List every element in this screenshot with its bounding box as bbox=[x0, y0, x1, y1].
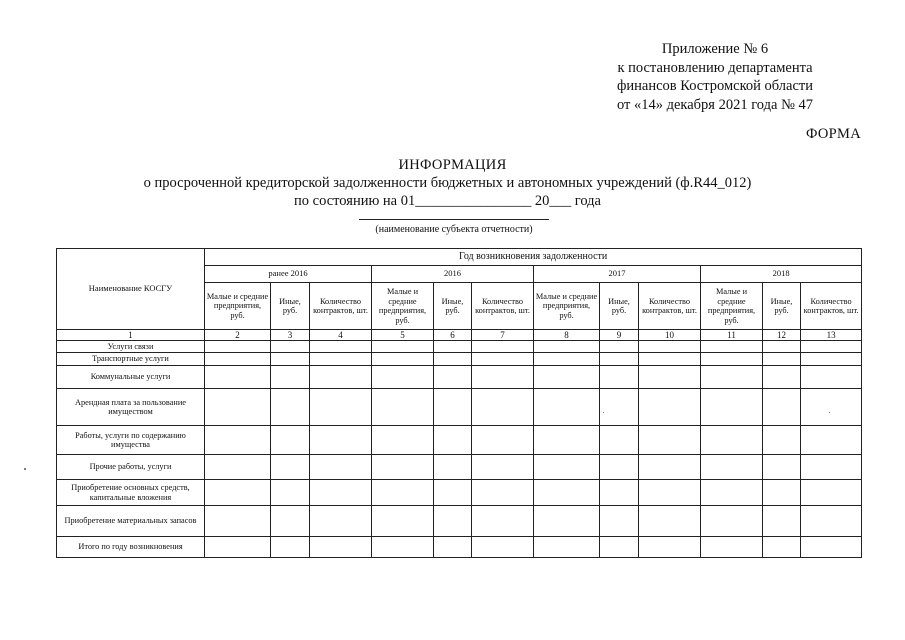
data-cell[interactable] bbox=[701, 455, 763, 480]
col-header-small-business: Малые и средние предприятия, руб. bbox=[205, 283, 271, 330]
data-cell[interactable] bbox=[763, 455, 801, 480]
data-cell[interactable] bbox=[472, 480, 534, 506]
data-cell[interactable] bbox=[472, 537, 534, 558]
data-cell[interactable] bbox=[271, 426, 310, 455]
data-cell[interactable] bbox=[271, 353, 310, 366]
data-cell[interactable] bbox=[310, 341, 372, 353]
data-cell[interactable] bbox=[801, 389, 862, 426]
col-number: 10 bbox=[639, 330, 701, 341]
col-number: 8 bbox=[534, 330, 600, 341]
data-cell[interactable] bbox=[271, 366, 310, 389]
data-cell[interactable] bbox=[763, 389, 801, 426]
subject-caption: (наименование субъекта отчетности) bbox=[375, 224, 533, 235]
data-cell[interactable] bbox=[271, 506, 310, 537]
data-cell[interactable] bbox=[701, 389, 763, 426]
data-cell[interactable] bbox=[534, 480, 600, 506]
table-row bbox=[57, 480, 862, 506]
data-cell[interactable] bbox=[434, 506, 472, 537]
data-cell[interactable] bbox=[372, 537, 434, 558]
data-cell[interactable] bbox=[372, 366, 434, 389]
row-label: Приобретение материальных запасов bbox=[57, 506, 205, 537]
data-cell[interactable] bbox=[271, 537, 310, 558]
table-row bbox=[57, 341, 862, 353]
data-cell[interactable] bbox=[534, 537, 600, 558]
data-cell[interactable] bbox=[701, 366, 763, 389]
data-cell[interactable] bbox=[801, 366, 862, 389]
data-cell[interactable] bbox=[801, 341, 862, 353]
data-cell[interactable] bbox=[472, 389, 534, 426]
kosgu-header: Наименование КОСГУ bbox=[57, 249, 205, 330]
data-cell[interactable] bbox=[310, 389, 372, 426]
table-row bbox=[57, 366, 862, 389]
data-cell[interactable] bbox=[600, 506, 639, 537]
row-label: Итого по году возникновения bbox=[57, 537, 205, 558]
appendix-line: финансов Костромской области bbox=[616, 78, 814, 94]
data-cell[interactable] bbox=[701, 353, 763, 366]
data-cell[interactable] bbox=[310, 426, 372, 455]
title-line: по состоянию на 01________________ 20___ года bbox=[294, 193, 601, 209]
col-number: 4 bbox=[310, 330, 372, 341]
data-cell[interactable] bbox=[639, 506, 701, 537]
table-row bbox=[57, 426, 862, 455]
row-label: Арендная плата за пользование имуществом bbox=[57, 389, 205, 426]
data-cell[interactable] bbox=[472, 366, 534, 389]
table-row bbox=[57, 506, 862, 537]
table-row bbox=[57, 455, 862, 480]
appendix-line: к постановлению департамента bbox=[617, 59, 813, 76]
data-cell[interactable] bbox=[205, 366, 271, 389]
data-cell[interactable] bbox=[205, 506, 271, 537]
col-header-small-business: Малые и средние предприятия, руб. bbox=[372, 283, 434, 330]
col-header-contract-count: Количество контрактов, шт. bbox=[801, 283, 862, 330]
title-line: о просроченной кредиторской задолженности бюджетных и автономных учреждений (ф.R44_012) bbox=[143, 175, 752, 191]
form-label: ФОРМА bbox=[805, 126, 861, 142]
data-cell[interactable] bbox=[639, 480, 701, 506]
row-label: Прочие работы, услуги bbox=[57, 455, 205, 480]
data-cell[interactable] bbox=[372, 455, 434, 480]
data-cell[interactable] bbox=[434, 426, 472, 455]
data-cell[interactable] bbox=[763, 426, 801, 455]
col-header-other: Иные, руб. bbox=[434, 283, 472, 330]
data-cell[interactable] bbox=[639, 366, 701, 389]
data-cell[interactable] bbox=[639, 426, 701, 455]
col-number: 2 bbox=[205, 330, 271, 341]
data-cell[interactable] bbox=[639, 455, 701, 480]
col-number: 12 bbox=[763, 330, 801, 341]
data-cell[interactable] bbox=[372, 480, 434, 506]
data-cell[interactable] bbox=[763, 506, 801, 537]
data-cell[interactable] bbox=[600, 480, 639, 506]
data-cell[interactable] bbox=[434, 480, 472, 506]
data-cell[interactable] bbox=[801, 426, 862, 455]
data-cell[interactable] bbox=[310, 455, 372, 480]
col-number: 9 bbox=[600, 330, 639, 341]
col-header-small-business: Малые и средние предприятия, руб. bbox=[534, 283, 600, 330]
data-cell[interactable] bbox=[534, 353, 600, 366]
data-cell[interactable] bbox=[472, 353, 534, 366]
data-cell[interactable] bbox=[639, 341, 701, 353]
table-row bbox=[57, 389, 862, 426]
col-number: 1 bbox=[57, 330, 205, 341]
data-cell[interactable] bbox=[801, 353, 862, 366]
col-header-small-business: Малые и средние предприятия, руб. bbox=[701, 283, 763, 330]
col-header-other: Иные, руб. bbox=[271, 283, 310, 330]
data-cell[interactable] bbox=[472, 455, 534, 480]
data-cell[interactable] bbox=[763, 480, 801, 506]
data-cell[interactable] bbox=[600, 426, 639, 455]
data-cell[interactable] bbox=[763, 537, 801, 558]
col-number: 7 bbox=[472, 330, 534, 341]
data-cell[interactable] bbox=[271, 341, 310, 353]
data-cell[interactable] bbox=[372, 426, 434, 455]
data-cell[interactable] bbox=[639, 537, 701, 558]
table-row bbox=[57, 353, 862, 366]
debt-table bbox=[56, 248, 862, 558]
data-cell[interactable] bbox=[271, 389, 310, 426]
col-header-contract-count: Количество контрактов, шт. bbox=[472, 283, 534, 330]
year-group-header: 2018 bbox=[701, 266, 862, 283]
appendix-line: от «14» декабря 2021 года № 47 bbox=[616, 96, 814, 113]
data-cell[interactable] bbox=[763, 353, 801, 366]
data-cell[interactable] bbox=[763, 366, 801, 389]
col-header-contract-count: Количество контрактов, шт. bbox=[310, 283, 372, 330]
data-cell[interactable] bbox=[801, 480, 862, 506]
row-label: Приобретение основных средств, капитальные вложения bbox=[57, 480, 205, 506]
row-label: Работы, услуги по содержанию имущества bbox=[57, 426, 205, 455]
data-cell[interactable] bbox=[600, 341, 639, 353]
data-cell[interactable] bbox=[639, 389, 701, 426]
data-cell[interactable] bbox=[372, 506, 434, 537]
col-number: 6 bbox=[434, 330, 472, 341]
data-cell[interactable] bbox=[310, 366, 372, 389]
col-header-other: Иные, руб. bbox=[763, 283, 801, 330]
data-cell[interactable] bbox=[600, 353, 639, 366]
data-cell[interactable] bbox=[434, 366, 472, 389]
data-cell[interactable] bbox=[534, 341, 600, 353]
appendix-line: Приложение № 6 bbox=[661, 41, 769, 57]
row-label: Коммунальные услуги bbox=[57, 366, 205, 389]
row-label: Транспортные услуги bbox=[57, 353, 205, 366]
data-cell[interactable] bbox=[205, 455, 271, 480]
data-cell[interactable] bbox=[534, 389, 600, 426]
data-cell[interactable] bbox=[701, 480, 763, 506]
subject-name-line bbox=[359, 219, 549, 220]
table-row bbox=[57, 537, 862, 558]
data-cell[interactable] bbox=[205, 426, 271, 455]
data-cell[interactable] bbox=[310, 480, 372, 506]
appendix-block bbox=[600, 40, 830, 114]
data-cell[interactable] bbox=[472, 341, 534, 353]
row-label: Услуги связи bbox=[57, 341, 205, 353]
data-cell[interactable] bbox=[205, 341, 271, 353]
data-cell[interactable] bbox=[701, 341, 763, 353]
data-cell[interactable] bbox=[372, 353, 434, 366]
year-header: Год возникновения задолженности bbox=[205, 249, 862, 266]
data-cell[interactable] bbox=[600, 366, 639, 389]
data-cell[interactable] bbox=[472, 426, 534, 455]
data-cell[interactable] bbox=[801, 537, 862, 558]
data-cell[interactable] bbox=[271, 480, 310, 506]
data-cell[interactable] bbox=[472, 506, 534, 537]
data-cell[interactable] bbox=[310, 537, 372, 558]
data-cell[interactable] bbox=[600, 537, 639, 558]
data-cell[interactable] bbox=[600, 455, 639, 480]
col-number: 11 bbox=[701, 330, 763, 341]
data-cell[interactable] bbox=[205, 480, 271, 506]
col-number: 3 bbox=[271, 330, 310, 341]
col-number: 13 bbox=[801, 330, 862, 341]
data-cell[interactable] bbox=[534, 366, 600, 389]
data-cell[interactable] bbox=[205, 389, 271, 426]
year-group-header: ранее 2016 bbox=[205, 266, 372, 283]
data-cell[interactable] bbox=[534, 455, 600, 480]
data-cell[interactable] bbox=[701, 426, 763, 455]
title-line: ИНФОРМАЦИЯ bbox=[398, 157, 507, 173]
col-header-contract-count: Количество контрактов, шт. bbox=[639, 283, 701, 330]
data-cell[interactable] bbox=[639, 353, 701, 366]
data-cell[interactable] bbox=[801, 455, 862, 480]
data-cell[interactable] bbox=[801, 506, 862, 537]
data-cell[interactable] bbox=[701, 506, 763, 537]
data-cell[interactable] bbox=[434, 341, 472, 353]
document-title bbox=[0, 156, 905, 210]
year-group-header: 2017 bbox=[534, 266, 701, 283]
data-cell[interactable] bbox=[205, 537, 271, 558]
data-cell[interactable] bbox=[534, 506, 600, 537]
data-cell[interactable] bbox=[310, 506, 372, 537]
data-cell[interactable] bbox=[372, 341, 434, 353]
data-cell[interactable] bbox=[434, 353, 472, 366]
data-cell[interactable] bbox=[372, 389, 434, 426]
col-number: 5 bbox=[372, 330, 434, 341]
data-cell[interactable] bbox=[434, 537, 472, 558]
data-cell[interactable] bbox=[271, 455, 310, 480]
year-group-header: 2016 bbox=[372, 266, 534, 283]
data-cell[interactable] bbox=[205, 353, 271, 366]
scan-speck bbox=[24, 468, 26, 470]
data-cell[interactable] bbox=[534, 426, 600, 455]
data-cell[interactable] bbox=[763, 341, 801, 353]
data-cell[interactable] bbox=[600, 389, 639, 426]
data-cell[interactable] bbox=[434, 455, 472, 480]
data-cell[interactable] bbox=[701, 537, 763, 558]
col-header-other: Иные, руб. bbox=[600, 283, 639, 330]
data-cell[interactable] bbox=[310, 353, 372, 366]
data-cell[interactable] bbox=[434, 389, 472, 426]
